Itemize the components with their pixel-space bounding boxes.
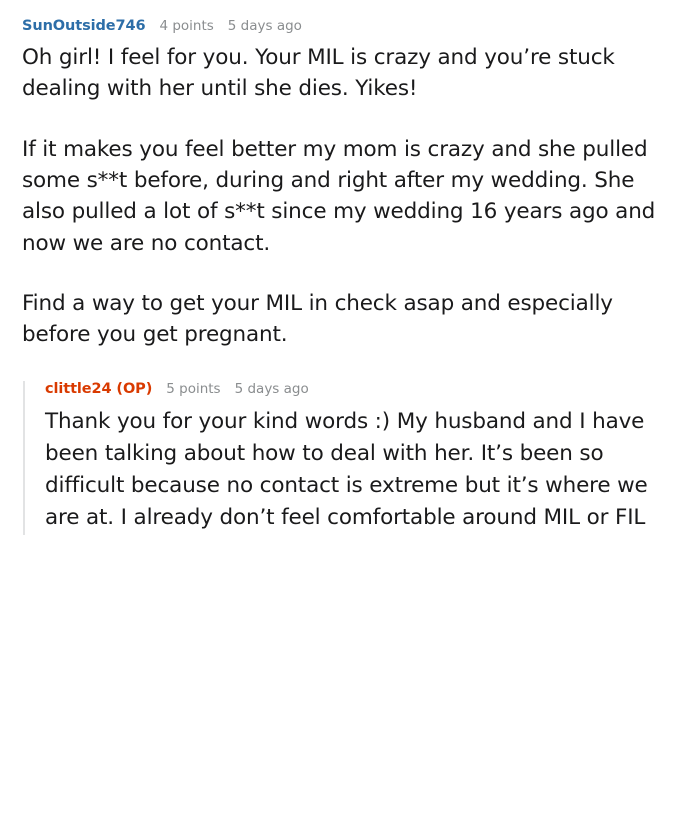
comment-paragraph: If it makes you feel better my mom is crazy and she pulled some s**t before, during and right after my wedding. She also pulled a lot of s**t since my wedding 16 years ago and now we are no contact. — [22, 136, 656, 256]
comment-author-link[interactable]: SunOutside746 — [22, 18, 146, 34]
reply-author-link[interactable]: clittle24 (OP) — [45, 380, 153, 397]
comment-top — [22, 18, 680, 535]
comment-paragraph: Find a way to get your MIL in check asap and especially before you get pregnant. — [22, 290, 613, 348]
comment-meta — [22, 18, 680, 34]
comment-reply — [23, 381, 680, 535]
reply-body — [45, 406, 680, 535]
comment-timestamp: 5 days ago — [227, 18, 302, 34]
reply-points: 5 points — [166, 380, 221, 397]
reply-meta — [45, 381, 680, 397]
reply-timestamp: 5 days ago — [234, 380, 309, 397]
comment-points: 4 points — [159, 18, 214, 34]
comment-paragraph: Oh girl! I feel for you. Your MIL is crazy and you’re stuck dealing with her until she dies. Yikes! — [22, 45, 615, 102]
reply-paragraph: Thank you for your kind words :) My husband and I have been talking about how to deal with her. It’s been so difficult because no contact is extreme but it’s where we are at. I already don’t feel comfortable around MIL or FIL — [45, 408, 648, 531]
comment-body — [22, 42, 680, 351]
